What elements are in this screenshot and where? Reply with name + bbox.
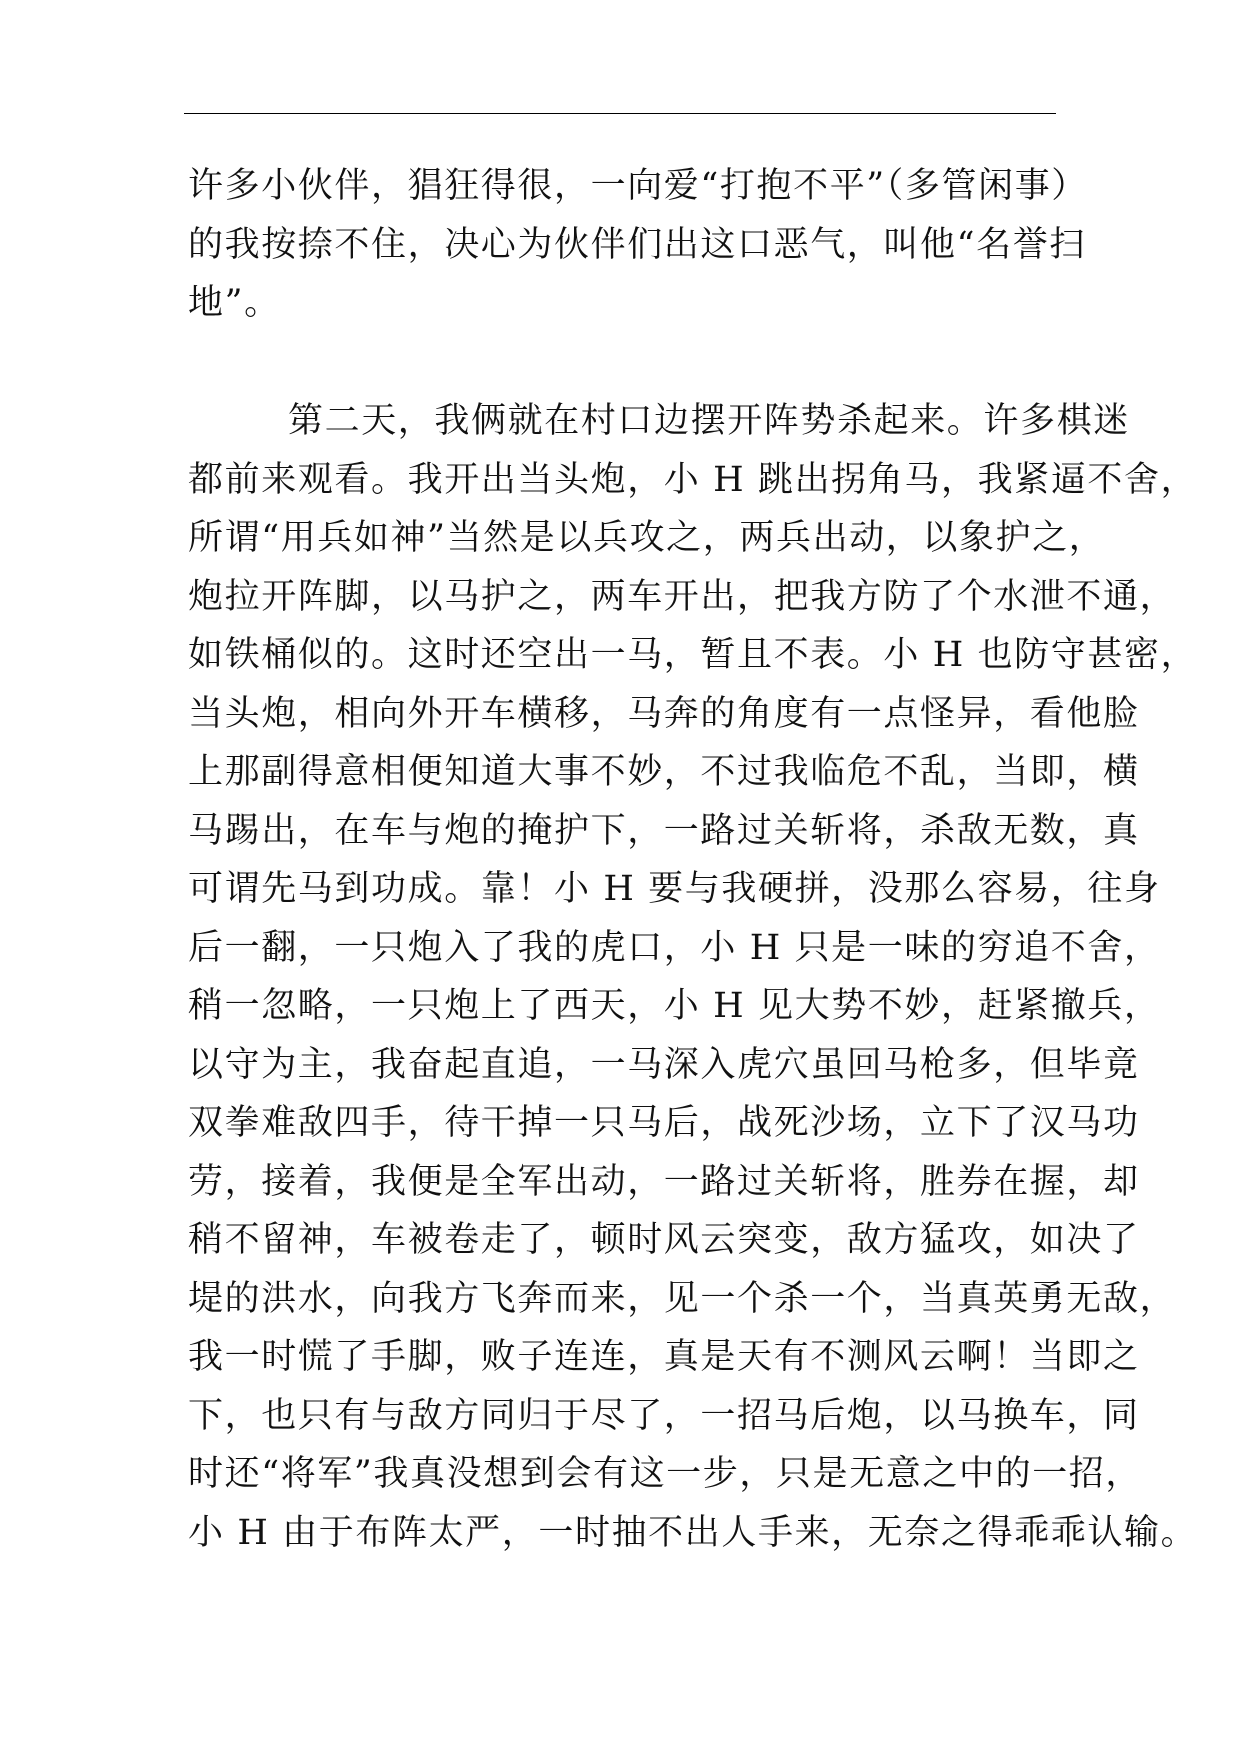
paragraph-line: 小 H 由于布阵太严，一时抽不出人手来，无奈之得乖乖认输。 (188, 1512, 1198, 1553)
paragraph-line: 许多小伙伴，猖狂得很，一向爱“打抱不平”（多管闲事） (188, 166, 1088, 206)
paragraph-2 (188, 392, 1198, 1562)
paragraph-line: 当头炮，相向外开车横移，马奔的角度有一点怪异，看他脸 (188, 693, 1140, 734)
paragraph-line: 稍不留神，车被卷走了，顿时风云突变，敌方猛攻，如决了 (188, 1220, 1140, 1260)
paragraph-line: 稍一忽略，一只炮上了西天，小 H 见大势不妙，赶紧撤兵， (188, 986, 1161, 1026)
paragraph-line: 地”。 (188, 283, 281, 323)
header-rule (184, 113, 1056, 114)
paragraph-line: 劳，接着，我便是全军出动，一路过关斩将，胜券在握，却 (188, 1161, 1140, 1202)
paragraph-line: 如铁桶似的。这时还空出一马，暂且不表。小 H 也防守甚密， (188, 635, 1198, 675)
paragraph-line: 上那副得意相便知道大事不妙，不过我临危不乱，当即，横 (188, 752, 1140, 792)
paragraph-line: 第二天，我俩就在村口边摆开阵势杀起来。许多棋迷 (288, 401, 1130, 441)
paragraph-line: 下，也只有与敌方同归于尽了，一招马后炮，以马换车，同 (188, 1395, 1140, 1436)
paragraph-line: 马踢出，在车与炮的掩护下，一路过关斩将，杀敌无数，真 (188, 810, 1140, 851)
paragraph-line: 都前来观看。我开出当头炮，小 H 跳出拐角马，我紧逼不舍， (188, 459, 1198, 500)
paragraph-line: 可谓先马到功成。靠！小 H 要与我硬拼，没那么容易，往身 (188, 869, 1161, 909)
paragraph-line: 双拳难敌四手，待干掉一只马后，战死沙场，立下了汉马功 (188, 1103, 1140, 1143)
paragraph-line: 炮拉开阵脚，以马护之，两车开出，把我方防了个水泄不通， (188, 576, 1177, 617)
paragraph-line: 后一翻，一只炮入了我的虎口，小 H 只是一味的穷追不舍， (188, 927, 1161, 968)
paragraph-line: 堤的洪水，向我方飞奔而来，见一个杀一个，当真英勇无敌， (188, 1278, 1177, 1319)
paragraph-1 (188, 157, 1088, 333)
paragraph-line: 以守为主，我奋起直追，一马深入虎穴虽回马枪多，但毕竟 (188, 1044, 1140, 1085)
paragraph-line: 我一时慌了手脚，败子连连，真是天有不测风云啊！当即之 (188, 1337, 1140, 1377)
paragraph-line: 所谓“用兵如神”当然是以兵攻之，两兵出动，以象护之， (188, 518, 1106, 558)
paragraph-line: 的我按捺不住，决心为伙伴们出这口恶气，叫他“名誉扫 (188, 224, 1086, 265)
paragraph-line: 时还“将军”我真没想到会有这一步，只是无意之中的一招， (188, 1454, 1142, 1494)
